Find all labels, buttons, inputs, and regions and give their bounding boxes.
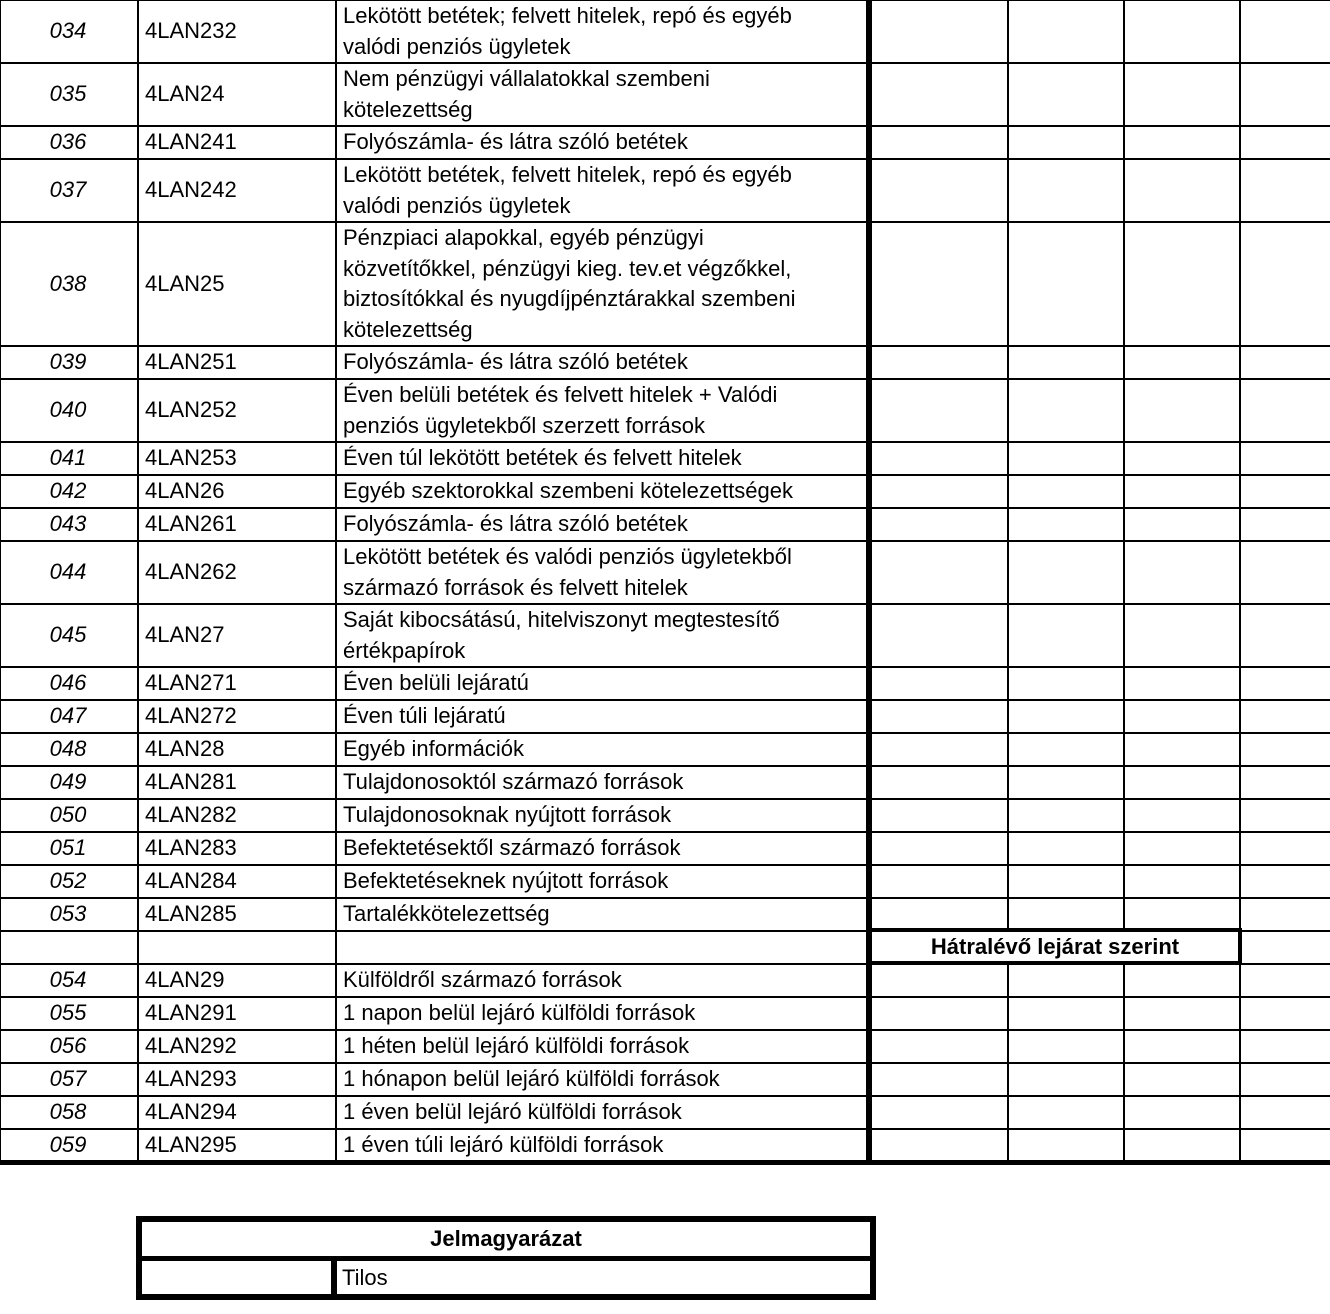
row-code: 4LAN294 [145,1099,237,1125]
table-row [0,63,1330,126]
row-description: Lekötött betétek, felvett hitelek, repó és egyéb [343,162,792,187]
row-description: Lekötött betétek és valódi penziós ügyletekből [343,544,792,569]
legend-box [136,1216,876,1300]
row-description: Folyószámla- és látra szóló betétek [343,511,688,536]
row-code: 4LAN252 [145,397,237,423]
row-code: 4LAN27 [145,622,225,648]
table-row [0,442,1330,475]
row-number: 035 [49,81,87,107]
table-row [0,700,1330,733]
row-number: 036 [49,129,87,155]
row-number: 047 [49,703,87,729]
row-number: 054 [49,967,87,993]
table-row [0,222,1330,346]
row-number: 053 [49,901,87,927]
row-description: Folyószámla- és látra szóló betétek [343,349,688,374]
row-description: valódi penziós ügyletek [343,33,571,59]
row-code: 4LAN25 [145,270,225,296]
row-description: Külföldről származó források [343,967,622,992]
table-row [0,1096,1330,1129]
table-row [0,0,1330,63]
table-row [0,1030,1330,1063]
row-number: 058 [49,1099,87,1125]
row-description: Éven belüli lejáratú [343,670,529,695]
row-code: 4LAN28 [145,736,225,762]
row-code: 4LAN285 [145,901,237,927]
row-description: penziós ügyletekből szerzett források [343,412,705,438]
row-code: 4LAN291 [145,1000,237,1026]
row-code: 4LAN24 [145,81,225,107]
row-description: Egyéb információk [343,736,524,761]
table-row [0,475,1330,508]
row-description: Tulajdonosoknak nyújtott források [343,802,672,827]
row-number: 052 [49,868,87,894]
row-code: 4LAN232 [145,18,237,44]
row-code: 4LAN295 [145,1132,237,1158]
table-row [0,604,1330,667]
legend-label: Tilos [342,1265,388,1290]
row-number: 040 [49,397,87,423]
row-code: 4LAN262 [145,559,237,585]
table-row [0,865,1330,898]
row-code: 4LAN271 [145,670,237,696]
row-number: 059 [49,1132,87,1158]
row-code: 4LAN251 [145,349,237,375]
maturity-header [868,928,1242,965]
row-number: 057 [49,1066,87,1092]
row-description: Nem pénzügyi vállalatokkal szembeni [343,66,710,91]
table-row [0,126,1330,159]
row-number: 044 [49,559,87,585]
row-description: Egyéb szektorokkal szembeni kötelezettségek [343,478,794,503]
maturity-header-label: Hátralévő lejárat szerint [930,934,1180,959]
row-number: 049 [49,769,87,795]
table-row [0,508,1330,541]
row-description: Éven túl lekötött betétek és felvett hitelek [343,445,742,470]
row-code: 4LAN242 [145,177,237,203]
row-number: 043 [49,511,87,537]
row-number: 034 [49,18,87,44]
row-number: 055 [49,1000,87,1026]
row-code: 4LAN272 [145,703,237,729]
row-description: Éven túli lejáratú [343,703,506,728]
row-description: Tartalékkötelezettség [343,901,550,926]
row-description: kötelezettség [343,316,473,342]
table-row [0,832,1330,865]
table-row [0,379,1330,442]
table-row [0,898,1330,931]
row-number: 037 [49,177,87,203]
row-number: 050 [49,802,87,828]
row-description: 1 éven túli lejáró külföldi források [343,1132,664,1157]
row-description: 1 éven belül lejáró külföldi források [343,1099,682,1124]
table-row [0,541,1330,604]
row-description: Saját kibocsátású, hitelviszonyt megtestesítő [343,607,780,632]
row-description: Éven belüli betétek és felvett hitelek + Valódi [343,382,778,407]
row-code: 4LAN281 [145,769,237,795]
row-description: származó források és felvett hitelek [343,574,688,600]
table-row [0,931,1330,964]
row-description: Folyószámla- és látra szóló betétek [343,129,688,154]
table-row [0,997,1330,1030]
legend-swatch [142,1261,331,1294]
row-number: 051 [49,835,87,861]
row-number: 042 [49,478,87,504]
row-description: Pénzpiaci alapokkal, egyéb pénzügyi [343,225,704,250]
row-description: Befektetéseknek nyújtott források [343,868,669,893]
table-row [0,159,1330,222]
table-row [0,766,1330,799]
row-code: 4LAN292 [145,1033,237,1059]
row-description: valódi penziós ügyletek [343,192,571,218]
row-code: 4LAN282 [145,802,237,828]
row-description: kötelezettség [343,96,473,122]
row-description: értékpapírok [343,637,466,663]
row-code: 4LAN26 [145,478,225,504]
row-number: 038 [49,270,87,296]
table-row [0,1063,1330,1096]
table-row [0,799,1330,832]
row-description: közvetítőkkel, pénzügyi kieg. tev.et végzőkkel, [343,255,792,281]
row-description: Tulajdonosoktól származó források [343,769,684,794]
row-number: 048 [49,736,87,762]
row-number: 056 [49,1033,87,1059]
legend-title: Jelmagyarázat [430,1226,582,1251]
row-code: 4LAN29 [145,967,225,993]
row-description: 1 napon belül lejáró külföldi források [343,1000,696,1025]
row-code: 4LAN284 [145,868,237,894]
table-row [0,964,1330,997]
row-description: 1 hónapon belül lejáró külföldi források [343,1066,720,1091]
row-number: 039 [49,349,87,375]
row-description: 1 héten belül lejáró külföldi források [343,1033,690,1058]
table-row [0,1129,1330,1162]
row-code: 4LAN253 [145,445,237,471]
row-code: 4LAN293 [145,1066,237,1092]
row-number: 045 [49,622,87,648]
row-description: Befektetésektől származó források [343,835,681,860]
row-number: 046 [49,670,87,696]
row-code: 4LAN283 [145,835,237,861]
row-description: Lekötött betétek; felvett hitelek, repó és egyéb [343,3,792,28]
table-row [0,733,1330,766]
row-number: 041 [49,445,87,471]
table-row [0,667,1330,700]
row-code: 4LAN241 [145,129,237,155]
table-row [0,346,1330,379]
row-description: biztosítókkal és nyugdíjpénztárakkal szembeni [343,286,796,311]
row-code: 4LAN261 [145,511,237,537]
